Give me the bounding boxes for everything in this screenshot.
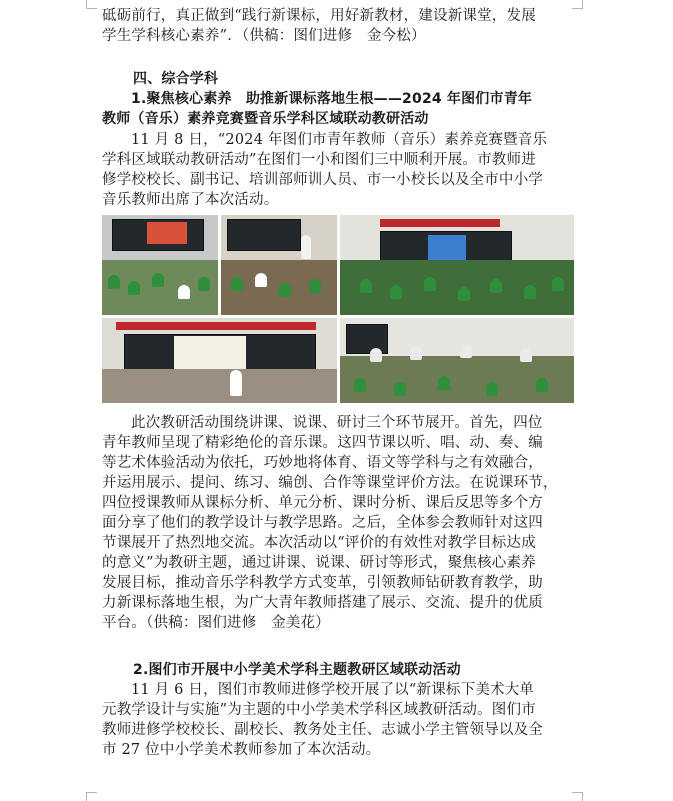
text-line: 等艺术体验活动为依托，巧妙地将体育、语文等学科与之有效融合， xyxy=(102,455,543,471)
article-title: 教师（音乐）素养竞赛暨音乐学科区域联动教研活动 xyxy=(102,111,429,127)
text-line: 平台。（供稿：图们进修 金美花） xyxy=(102,615,330,631)
text-line: 此次教研活动围绕讲课、说课、研讨三个环节展开。首先，四位 xyxy=(131,415,543,431)
text-line: 市 27 位中小学美术教师参加了本次活动。 xyxy=(102,742,381,758)
section-heading: 四、综合学科 xyxy=(133,71,219,87)
classroom-photo xyxy=(340,318,574,403)
classroom-photo xyxy=(340,215,574,315)
article-title: 2.图们市开展中小学美术学科主题教研区域联动活动 xyxy=(133,662,461,678)
text-line: 学生学科核心素养”．（供稿：图们进修 金今松） xyxy=(102,28,426,44)
crop-mark-top-left xyxy=(86,0,97,9)
text-line: 青年教师呈现了精彩绝伦的音乐课。这四节课以听、唱、动、奏、编 xyxy=(102,435,543,451)
classroom-photo xyxy=(221,215,337,315)
text-line: 面分享了他们的教学设计与教学思路。之后，全体参会教师针对这四 xyxy=(102,515,543,531)
classroom-photo xyxy=(102,215,218,315)
text-line: 节课展开了热烈地交流。本次活动以“评价的有效性对教学目标达成 xyxy=(102,535,536,551)
text-line: 的意义”为教研主题，通过讲课、说课、研讨等形式，聚焦核心素养 xyxy=(102,555,536,571)
text-line: 11 月 8 日，“2024 年图们市青年教师（音乐）素养竞赛暨音乐 xyxy=(131,132,548,148)
classroom-photo xyxy=(102,318,337,403)
text-line: 教师进修学校校长、副校长、教务处主任、志诚小学主管领导以及全 xyxy=(102,722,543,738)
text-line: 并运用展示、提问、练习、编创、合作等课堂评价方法。在说课环节， xyxy=(102,475,558,491)
text-line: 修学校校长、副书记、培训部师训人员、市一小校长以及全市中小学 xyxy=(102,172,543,188)
text-line: 力新课标落地生根，为广大青年教师搭建了展示、交流、提升的优质 xyxy=(102,595,543,611)
article-title: 1.聚焦核心素养 助推新课标落地生根——2024 年图们市青年 xyxy=(131,91,533,107)
text-line: 砥砺前行，真正做到“践行新课标，用好新教材，建设新课堂，发展 xyxy=(102,8,536,24)
text-line: 11 月 6 日，图们市教师进修学校开展了以“新课标下美术大单 xyxy=(131,682,535,698)
text-line: 音乐教师出席了本次活动。 xyxy=(102,192,279,208)
text-line: 学科区域联动教研活动”在图们一小和图们三中顺利开展。市教师进 xyxy=(102,152,536,168)
text-line: 发展目标，推动音乐学科教学方式变革，引领教师钻研教育教学，助 xyxy=(102,575,543,591)
photo-collage xyxy=(102,215,574,403)
text-line: 四位授课教师从课标分析、单元分析、课时分析、课后反思等多个方 xyxy=(102,495,543,511)
text-line: 元教学设计与实施”为主题的中小学美术学科区域教研活动。图们市 xyxy=(102,702,536,718)
